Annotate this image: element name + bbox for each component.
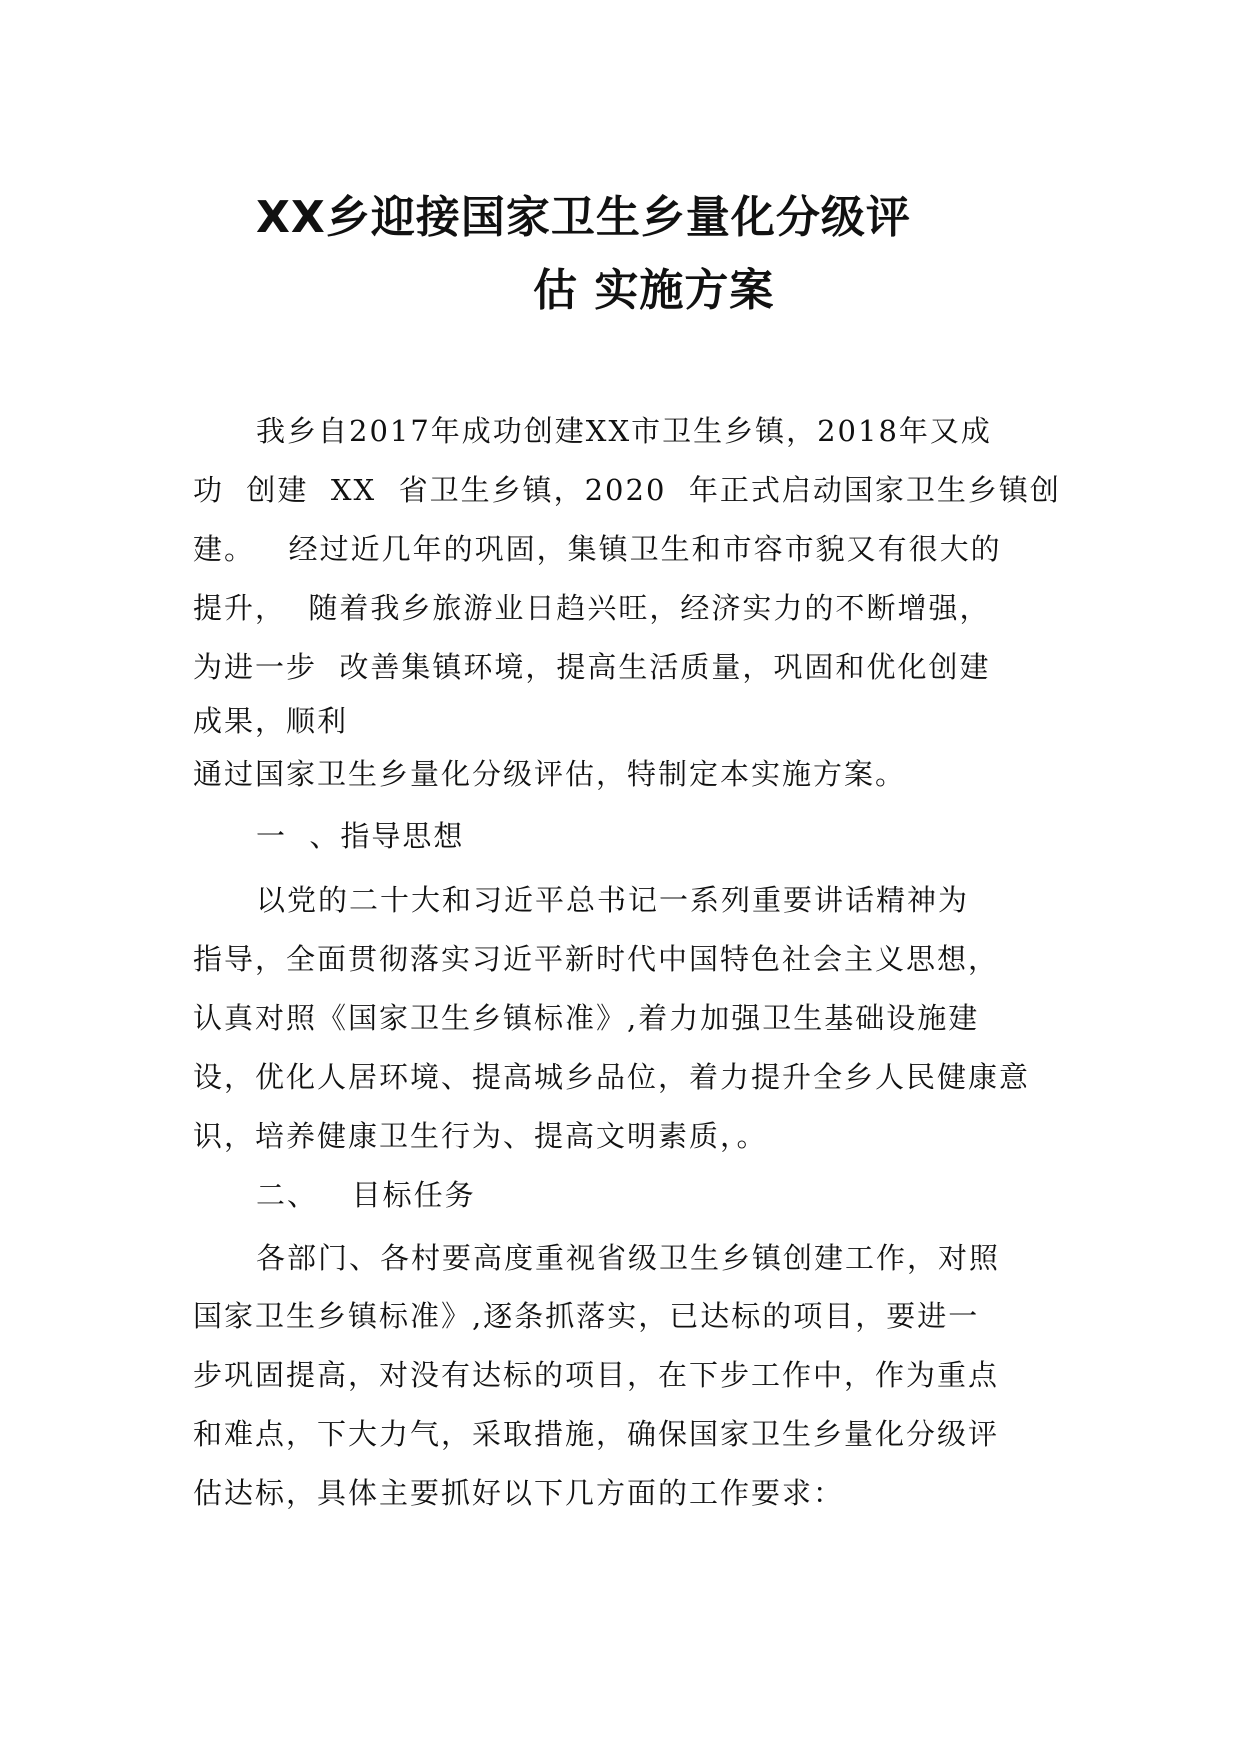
- section-1-line-3: 认真对照《国家卫生乡镇标准》,着力加强卫生基础设施建: [193, 1001, 980, 1035]
- intro-line-2: 功 创建 XX 省卫生乡镇，2020 年正式启动国家卫生乡镇创: [193, 473, 1061, 507]
- document-title-line-2: 估 实施方案: [533, 265, 775, 316]
- section-1-heading: 一 、指导思想: [256, 819, 465, 853]
- intro-line-7: 通过国家卫生乡量化分级评估，特制定本实施方案。: [193, 757, 907, 791]
- intro-line-5: 为进一步 改善集镇环境，提高生活质量，巩固和优化创建: [193, 650, 991, 684]
- section-2-line-1: 各部门、各村要高度重视省级卫生乡镇创建工作，对照: [256, 1241, 1001, 1275]
- section-1-line-4: 设，优化人居环境、提高城乡品位，着力提升全乡人民健康意: [193, 1060, 1031, 1094]
- intro-line-6: 成果，顺利: [193, 704, 349, 738]
- section-2-line-3: 步巩固提高，对没有达标的项目，在下步工作中，作为重点: [193, 1358, 1000, 1392]
- section-2-heading: 二、 目标任务: [256, 1178, 476, 1212]
- section-1-line-1: 以党的二十大和习近平总书记一系列重要讲话精神为: [256, 883, 970, 917]
- intro-line-1: 我乡自2017年成功创建XX市卫生乡镇，2018年又成: [256, 414, 992, 448]
- section-2-line-2: 国家卫生乡镇标准》,逐条抓落实，已达标的项目，要进一: [193, 1299, 980, 1333]
- section-2-line-4: 和难点，下大力气，采取措施，确保国家卫生乡量化分级评: [193, 1417, 1000, 1451]
- document-title-line-1: XX乡迎接国家卫生乡量化分级评: [256, 192, 911, 243]
- section-1-line-2: 指导，全面贯彻落实习近平新时代中国特色社会主义思想，: [193, 942, 1000, 976]
- intro-line-4: 提升， 随着我乡旅游业日趋兴旺，经济实力的不断增强，: [193, 591, 991, 625]
- section-2-line-5: 估达标，具体主要抓好以下几方面的工作要求：: [193, 1476, 845, 1510]
- intro-line-3: 建。 经过近几年的巩固，集镇卫生和市容市貌又有很大的: [193, 532, 1002, 566]
- section-1-line-5: 识，培养健康卫生行为、提高文明素质，。: [193, 1119, 768, 1153]
